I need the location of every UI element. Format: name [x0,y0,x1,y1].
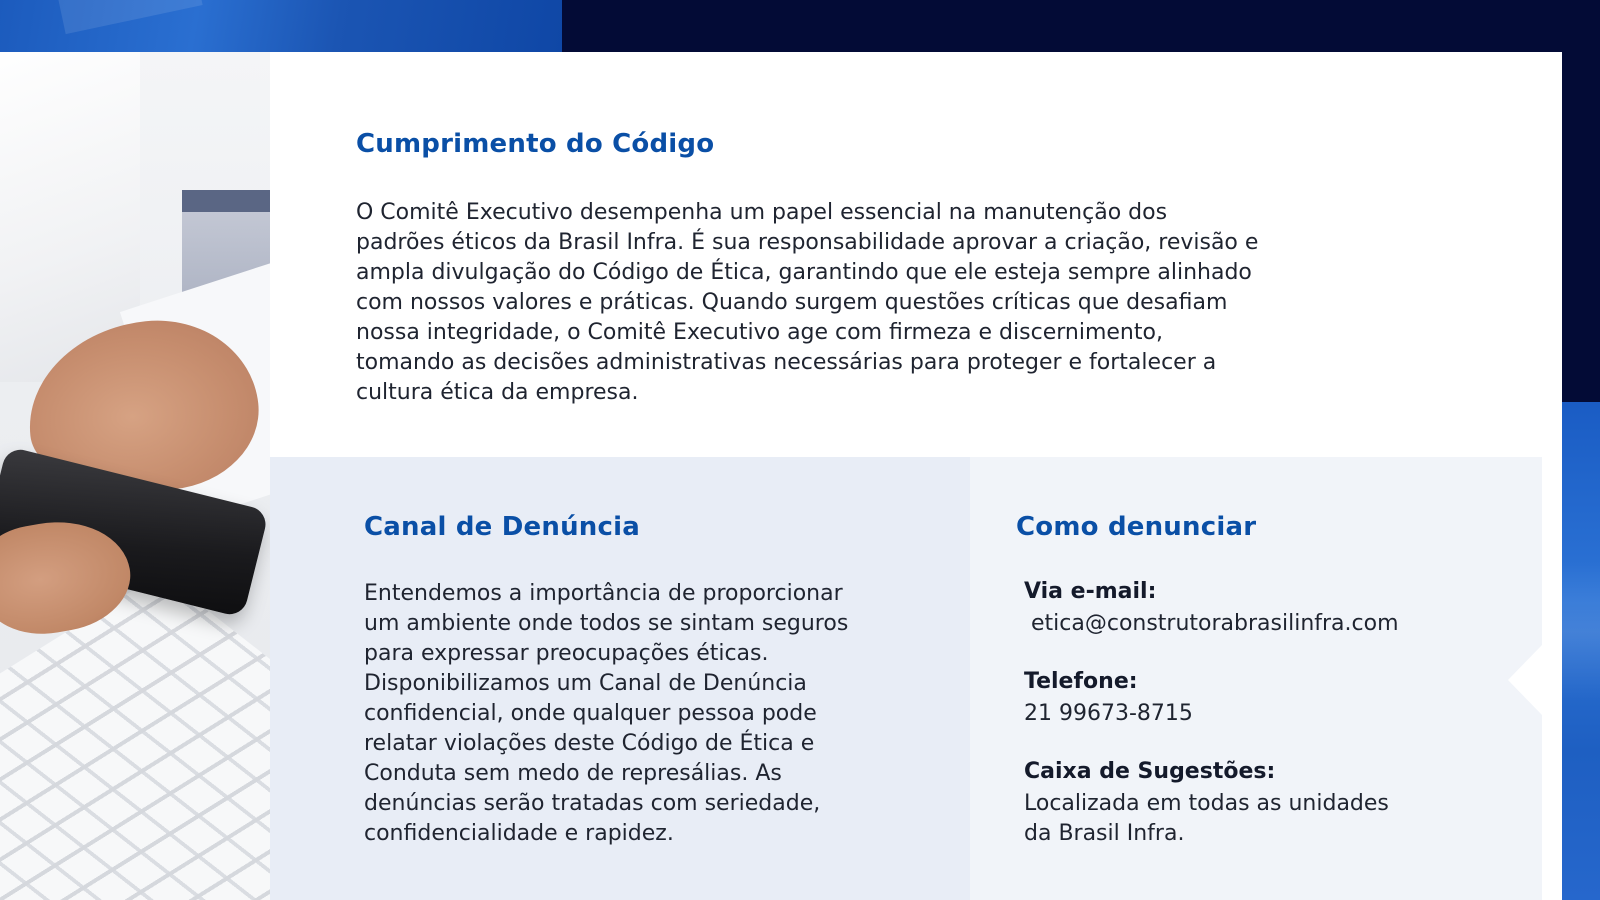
suggestion-box-label: Caixa de Sugestões: [1024,759,1276,784]
code-compliance-title: Cumprimento do Código [356,129,715,159]
suggestion-box-line: da Brasil Infra. [1024,821,1185,846]
code-compliance-paragraph [356,198,1416,408]
right-edge-navy-strip [1562,52,1600,402]
code-compliance-line: com nossos valores e práticas. Quando surgem questões críticas que desafiam [356,290,1228,315]
top-decorative-band-blue [0,0,562,52]
phone-label: Telefone: [1024,669,1138,694]
how-to-report-title: Como denunciar [1016,512,1257,542]
reporting-channel-paragraph [364,579,954,849]
suggestion-box-line: Localizada em todas as unidades [1024,791,1389,816]
hand-phone-keyboard-photo [0,52,270,900]
reporting-channel-line: Disponibilizamos um Canal de Denúncia [364,671,807,696]
reporting-channel-line: para expressar preocupações éticas. [364,641,769,666]
reporting-channel-line: confidencialidade e rapidez. [364,821,674,846]
code-compliance-line: ampla divulgação do Código de Ética, garantindo que ele esteja sempre alinhado [356,260,1252,285]
email-link[interactable]: etica@construtorabrasilinfra.com [1024,611,1399,636]
code-compliance-line: O Comitê Executivo desempenha um papel essencial na manutenção dos [356,200,1168,225]
code-compliance-line: nossa integridade, o Comitê Executivo age com firmeza e discernimento, [356,320,1163,345]
top-decorative-band-navy [562,0,1600,52]
reporting-channel-line: Conduta sem medo de represálias. As [364,761,782,786]
reporting-channel-line: denúncias serão tratadas com seriedade, [364,791,821,816]
reporting-channel-line: Entendemos a importância de proporcionar [364,581,843,606]
suggestion-box-text [1024,789,1524,849]
right-edge-blue-strip [1562,402,1600,900]
reporting-channel-title: Canal de Denúncia [364,512,640,542]
phone-number[interactable]: 21 99673-8715 [1024,701,1193,726]
email-label: Via e-mail: [1024,579,1157,604]
reporting-channel-line: um ambiente onde todos se sintam seguros [364,611,849,636]
code-compliance-line: padrões éticos da Brasil Infra. É sua responsabilidade aprovar a criação, revisão e [356,230,1259,255]
reporting-channel-line: relatar violações deste Código de Ética e [364,731,815,756]
code-compliance-line: cultura ética da empresa. [356,380,639,405]
reporting-channel-line: confidencial, onde qualquer pessoa pode [364,701,817,726]
code-compliance-line: tomando as decisões administrativas necessárias para proteger e fortalecer a [356,350,1217,375]
